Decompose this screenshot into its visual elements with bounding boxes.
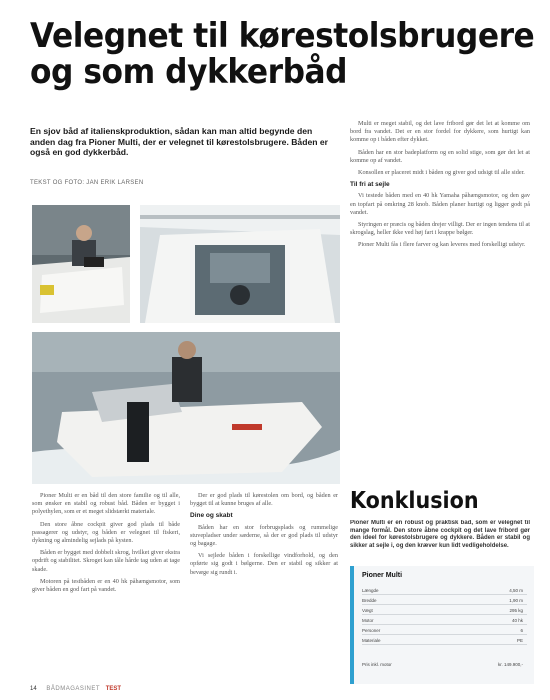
fact-row — [362, 588, 527, 595]
photo-deck-person-image — [32, 205, 130, 323]
conclusion-heading: Konklusion — [350, 488, 479, 514]
headline-line-2: og som dykkerbåd — [30, 52, 348, 92]
fact-box-title: Pioner Multi — [362, 572, 403, 579]
fact-key: Personer — [362, 628, 381, 633]
fact-row — [362, 618, 527, 625]
photo-boat-image — [32, 332, 340, 484]
fact-box — [350, 566, 534, 684]
byline: TEKST OG FOTO: JAN ERIK LARSEN — [30, 180, 144, 186]
body-paragraph: Pioner Multi er en båd til den store familie og til alle, som ønsker en stabil og robust båd. Båden er bygget i polyethylen, som er et meget slidstærkt materiale. — [32, 492, 180, 516]
body-paragraph: Den store åbne cockpit giver god plads til både passagerer og udstyr, og båden er velegnet til fiskeri, dykning og almindelig sejlads på kysten. — [32, 520, 180, 545]
fact-row — [362, 638, 527, 645]
magazine-name: BÅDMAGASINET — [46, 686, 101, 692]
fact-row — [362, 608, 527, 615]
fact-key: Længde — [362, 588, 379, 593]
body-paragraph: Båden er bygget med dobbelt skrog, hvilket giver ekstra opdrift og stabilitet. Skroget kan tåle hårde tag uden at tage skade. — [32, 549, 180, 573]
fact-value: 1,90 m — [509, 598, 523, 603]
fact-key: Materiale — [362, 638, 381, 643]
section-label: TEST — [105, 686, 122, 692]
body-paragraph: Der er god plads til kørestolen om bord, og båden er bygget til at kunne bruges af alle. — [190, 492, 338, 508]
body-paragraph: Motoren på testbåden er en 40 hk påhængsmotor, som giver båden en god fart på vandet. — [32, 577, 180, 594]
photo-console — [140, 205, 340, 323]
conclusion-text: Pioner Multi er en robust og praktisk båd, som er velegnet til mange formål. Den store åbne cockpit og det lave fribord gør den ideel for kørestolsbrugere og dykkere. Båden er stabil og sikker at sejle i, og den kræver kun lidt vedligeholdelse. — [350, 520, 530, 549]
photo-boat-on-water — [32, 332, 340, 484]
fact-value: kr. 149.900,- — [497, 662, 523, 667]
subheading: Til fri at sejle — [350, 181, 390, 189]
fact-row — [362, 628, 527, 635]
body-column-right — [350, 120, 530, 480]
fact-key: Vægt — [362, 608, 373, 613]
subheading: Dine og skabt — [190, 512, 233, 520]
fact-value: 4,50 m — [509, 588, 523, 593]
body-paragraph: Båden har en stor forbrugsplads og rummelige stuvepladser under sæderne, så der er god plads til udstyr og bagage. — [190, 523, 338, 548]
fact-row — [362, 598, 527, 605]
body-paragraph: Vi testede båden med en 40 hk Yamaha påhængsmotor, og den gav en topfart på omkring 28 knob. Båden planer hurtigt og ligger godt på vandet. — [350, 192, 530, 216]
fact-key: Pris inkl. motor — [362, 662, 392, 667]
fact-value: PE — [516, 638, 523, 643]
body-column-middle — [190, 492, 338, 682]
fact-value: 6 — [520, 628, 523, 633]
page-number: 14 — [30, 686, 37, 692]
fact-key: Motor — [362, 618, 374, 623]
fact-key: Bredde — [362, 598, 377, 603]
body-paragraph: Konsollen er placeret midt i båden og giver god udsigt til alle sider. — [358, 169, 525, 177]
body-paragraph: Båden har en stor badeplatform og en solid stige, som gør det let at komme op af vandet. — [350, 148, 530, 164]
body-paragraph: Styringen er præcis og båden drejer villigt. Der er ingen tendens til at skrogslag, heller ikke ved høj fart i krappe bølger. — [350, 221, 530, 237]
fact-value: 295 kg — [509, 608, 523, 613]
photo-deck-person — [32, 205, 130, 323]
page-footer — [30, 686, 121, 692]
body-paragraph: Multi er meget stabil, og det lave fribord gør det let at komme om bord fra vandet. Det er en stor fordel for dykkere, som hurtigt kan komme op i båden efter dykket. — [350, 120, 530, 144]
photo-console-image — [140, 205, 340, 323]
fact-value: 40 hk — [511, 618, 523, 623]
body-paragraph: Vi sejlede båden i forskellige vindforhold, og den opførte sig godt i bølgerne. Den er stabil og sikker at bevæge sig rundt i. — [190, 552, 338, 576]
headline-line-1: Velegnet til kørestolsbrugere — [30, 16, 535, 56]
body-paragraph: Pioner Multi fås i flere farver og kan leveres med forskelligt udstyr. — [358, 241, 526, 249]
fact-row — [362, 662, 527, 668]
lead-paragraph: En sjov båd af italienskproduktion, sådan kan man altid begynde den anden dag fra Pioner Multi, der er velegnet til kørestolsbrugere. Båden er også en god dykkerbåd. — [30, 126, 328, 157]
headline — [30, 16, 535, 92]
body-column-left — [32, 492, 180, 682]
